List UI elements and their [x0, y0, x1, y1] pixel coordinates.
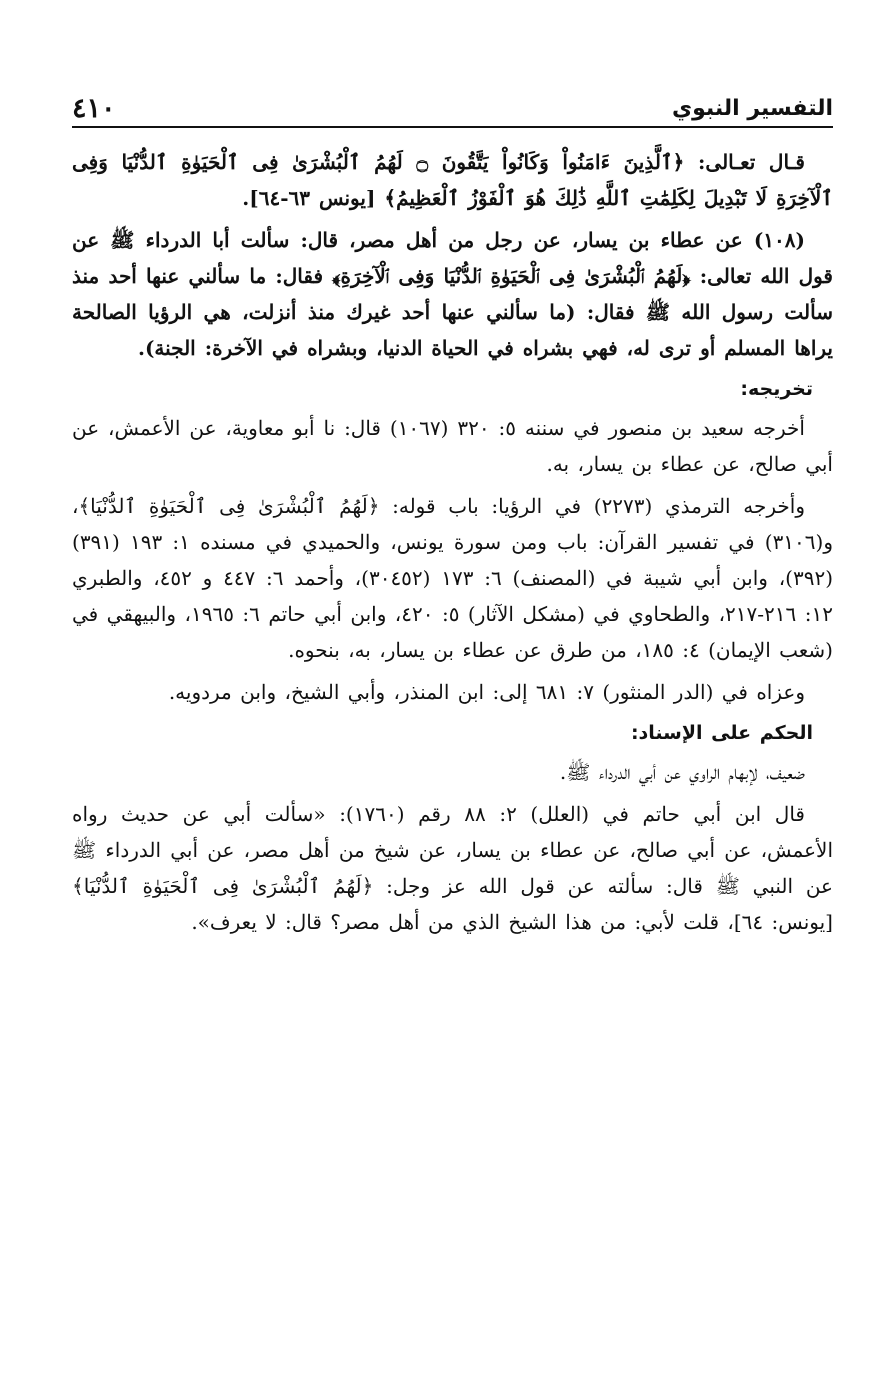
- intro-verse: قـال تعـالى: ﴿ٱلَّذِينَ ءَامَنُواْ وَكَانُواْ يَتَّقُونَ ۝ لَهُمُ ٱلْبُشْرَىٰ فِى ٱلْحَيَوٰةِ ٱلدُّنْيَا وَفِى ٱلْآخِرَةِ لَا تَبْدِيلَ لِكَلِمَٰتِ ٱللَّهِ ذَٰلِكَ هُوَ ٱلْفَوْزُ ٱلْعَظِيمُ﴾ [يونس ٦٣-٦٤].: [72, 150, 833, 210]
- takhrij-paragraph-1: أخرجه سعيد بن منصور في سننه ٥: ٣٢٠ (١٠٦٧) قال: نا أبو معاوية، عن الأعمش، عن أبي صالح، عن عطاء بن يسار، به.: [72, 416, 833, 477]
- takhrij-paragraph-2: وأخرجه الترمذي (٢٢٧٣) في الرؤيا: باب قوله: ﴿لَهُمُ ٱلْبُشْرَىٰ فِى ٱلْحَيَوٰةِ ٱلدُّنْيَا﴾، و(٣١٠٦) في تفسير القرآن: باب ومن سورة يونس، والحميدي في مسنده ١: ١٩٣ (٣٩١) (٣٩٢)، وابن أبي شيبة في (المصنف) ٦: ١٧٣ (٣٠٤٥٢)، وأحمد ٦: ٤٤٧ و ٤٥٢، والطبري ١٢: ٢١٦-٢١٧، والطحاوي في (مشكل الآثار) ٥: ٤٢٠، وابن أبي حاتم ٦: ١٩٦٥، والبيهقي في (شعب الإيمان) ٤: ١٨٥، من طرق عن عطاء بن يسار، به، بنحوه.: [72, 494, 833, 663]
- takhrij-heading: تخريجه:: [740, 378, 813, 400]
- hukm-heading: الحكم على الإسناد:: [630, 722, 813, 745]
- hadith-text: (١٠٨) عن عطاء بن يسار، عن رجل من أهل مصر، قال: سألت أبا الدرداء ﷺ عن قول الله تعالى: ﴿لَهُمُ ٱلْبُشْرَىٰ فِى ٱلْحَيَوٰةِ ٱلدُّنْيَا وَفِى ٱلْآخِرَةِ﴾ فقال: ما سألني عنها أحد منذ سألت رسول الله ﷺ فقال: (ما سألني عنها أحد غيرك منذ أنزلت، هي الرؤيا الصالحة يراها المسلم أو ترى له، فهي بشراه في الحياة الدنيا، وبشراه في الآخرة: الجنة).: [72, 228, 833, 360]
- running-title: التفسير النبوي: [671, 96, 833, 121]
- page-body: [72, 144, 833, 946]
- hukm-paragraph-2: قال ابن أبي حاتم في (العلل) ٢: ٨٨ رقم (١٧٦٠): «سألت أبي عن حديث رواه الأعمش، عن أبي صالح، عن عطاء بن يسار، عن شيخ من أهل مصر، عن أبي الدرداء ﷺ عن النبي ﷺ قال: سألته عن قول الله عز وجل: ﴿لَهُمُ ٱلْبُشْرَىٰ فِى ٱلْحَيَوٰةِ ٱلدُّنْيَا﴾ [يونس: ٦٤]، قلت لأبي: من هذا الشيخ الذي من أهل مصر؟ قال: لا يعرف».: [72, 802, 833, 935]
- hukm-paragraph-1: ضعيف، لإبهام الراوي عن أبي الدرداء ﷺ.: [559, 760, 805, 785]
- page-number: ٤١٠: [72, 93, 116, 124]
- page-header: [72, 92, 833, 128]
- takhrij-paragraph-3: وعزاه في (الدر المنثور) ٧: ٦٨١ إلى: ابن المنذر، وأبي الشيخ، وابن مردويه.: [168, 680, 805, 705]
